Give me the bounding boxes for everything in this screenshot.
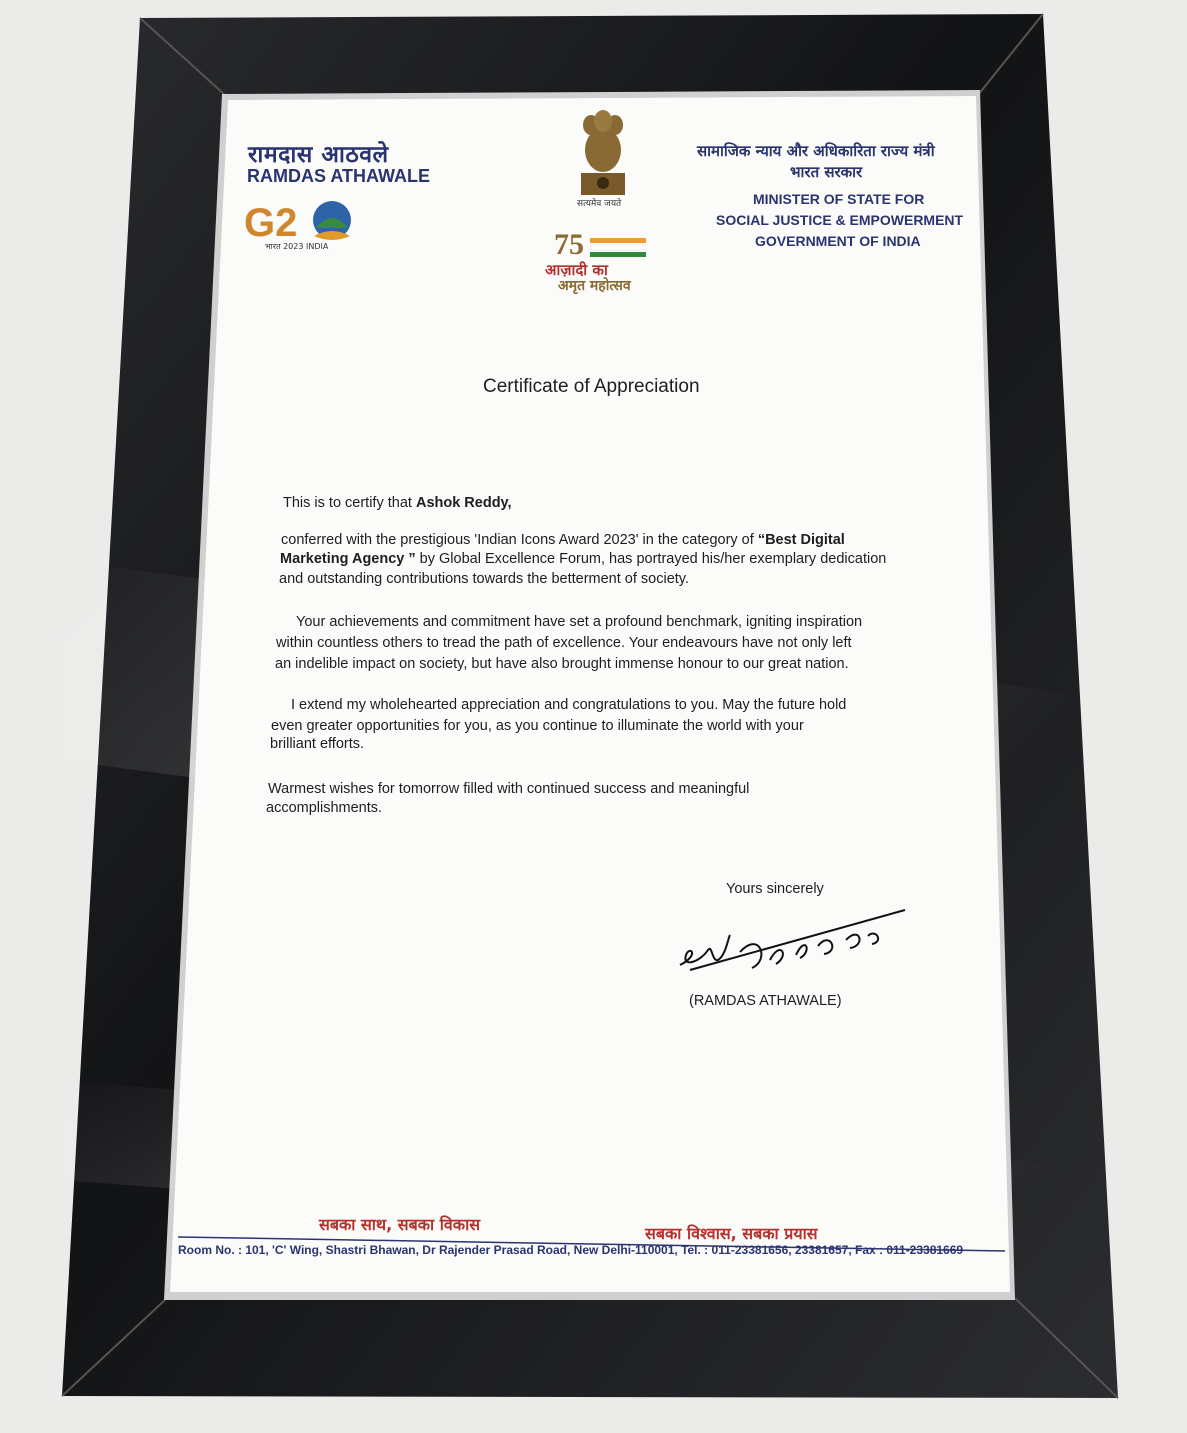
certificate-title: Certificate of Appreciation <box>483 376 700 397</box>
award-category-start: “Best Digital <box>757 532 845 548</box>
ministry-title-english-line2: SOCIAL JUSTICE & EMPOWERMENT <box>716 212 964 228</box>
closing-salutation: Yours sincerely <box>726 881 824 897</box>
para1-line2-text: by Global Excellence Forum, has portrayed his/her exemplary dedication <box>415 551 887 567</box>
footer-motto-right: सबका विश्वास, सबका प्रयास <box>645 1224 818 1243</box>
svg-text:G2: G2 <box>244 201 298 245</box>
para2-line2: within countless others to tread the path of excellence. Your endeavours have not only left <box>276 635 852 651</box>
ministry-title-english-line1: MINISTER OF STATE FOR <box>753 191 925 207</box>
ministry-title-english-line3: GOVERNMENT OF INDIA <box>755 233 921 249</box>
para1-line2 <box>280 551 886 567</box>
azadi-logo-line1: आज़ादी का <box>545 261 608 279</box>
award-category-end: Marketing Agency ” <box>280 551 416 567</box>
para2-line1: Your achievements and commitment have set a profound benchmark, igniting inspiration <box>296 614 863 630</box>
emblem-motto: सत्यमेव जयते <box>577 199 622 209</box>
minister-name-hindi: रामदास आठवले <box>248 142 389 168</box>
ministry-title-hindi: सामाजिक न्याय और अधिकारिता राज्य मंत्री <box>697 142 935 160</box>
para1-line1-text: conferred with the prestigious 'Indian Icons Award 2023' in the category of <box>281 532 758 548</box>
footer-address: Room No. : 101, 'C' Wing, Shastri Bhawan, Dr Rajender Prasad Road, New Delhi-110001, Tel. : 011-23381656, 23381657, Fax : 011-23381669 <box>178 1243 964 1257</box>
para4-line1: Warmest wishes for tomorrow filled with continued success and meaningful <box>268 781 750 797</box>
certify-prefix: This is to certify that <box>283 495 416 511</box>
footer-motto-left: सबका साथ, सबका विकास <box>319 1215 481 1234</box>
para2-line3: an indelible impact on society, but have also brought immense honour to our great nation. <box>275 656 849 672</box>
para3-line2: even greater opportunities for you, as you continue to illuminate the world with your <box>271 718 804 734</box>
para1-line3: and outstanding contributions towards the betterment of society. <box>279 571 690 587</box>
para3-line1: I extend my wholehearted appreciation and congratulations to you. May the future hold <box>291 697 847 713</box>
signatory-name: (RAMDAS ATHAWALE) <box>689 993 842 1009</box>
national-emblem-icon <box>581 110 625 195</box>
government-hindi: भारत सरकार <box>790 163 863 181</box>
recipient-name: Ashok Reddy, <box>415 495 512 511</box>
svg-text:75: 75 <box>554 228 584 261</box>
azadi-logo-line2: अमृत महोत्सव <box>558 278 631 294</box>
para1-line1 <box>281 532 845 548</box>
para3-line3: brilliant efforts. <box>270 736 365 752</box>
certify-line <box>283 495 512 511</box>
g20-subtext: भारत 2023 INDIA <box>265 242 329 251</box>
minister-name-english: RAMDAS ATHAWALE <box>247 166 430 186</box>
para4-line2: accomplishments. <box>266 800 383 816</box>
